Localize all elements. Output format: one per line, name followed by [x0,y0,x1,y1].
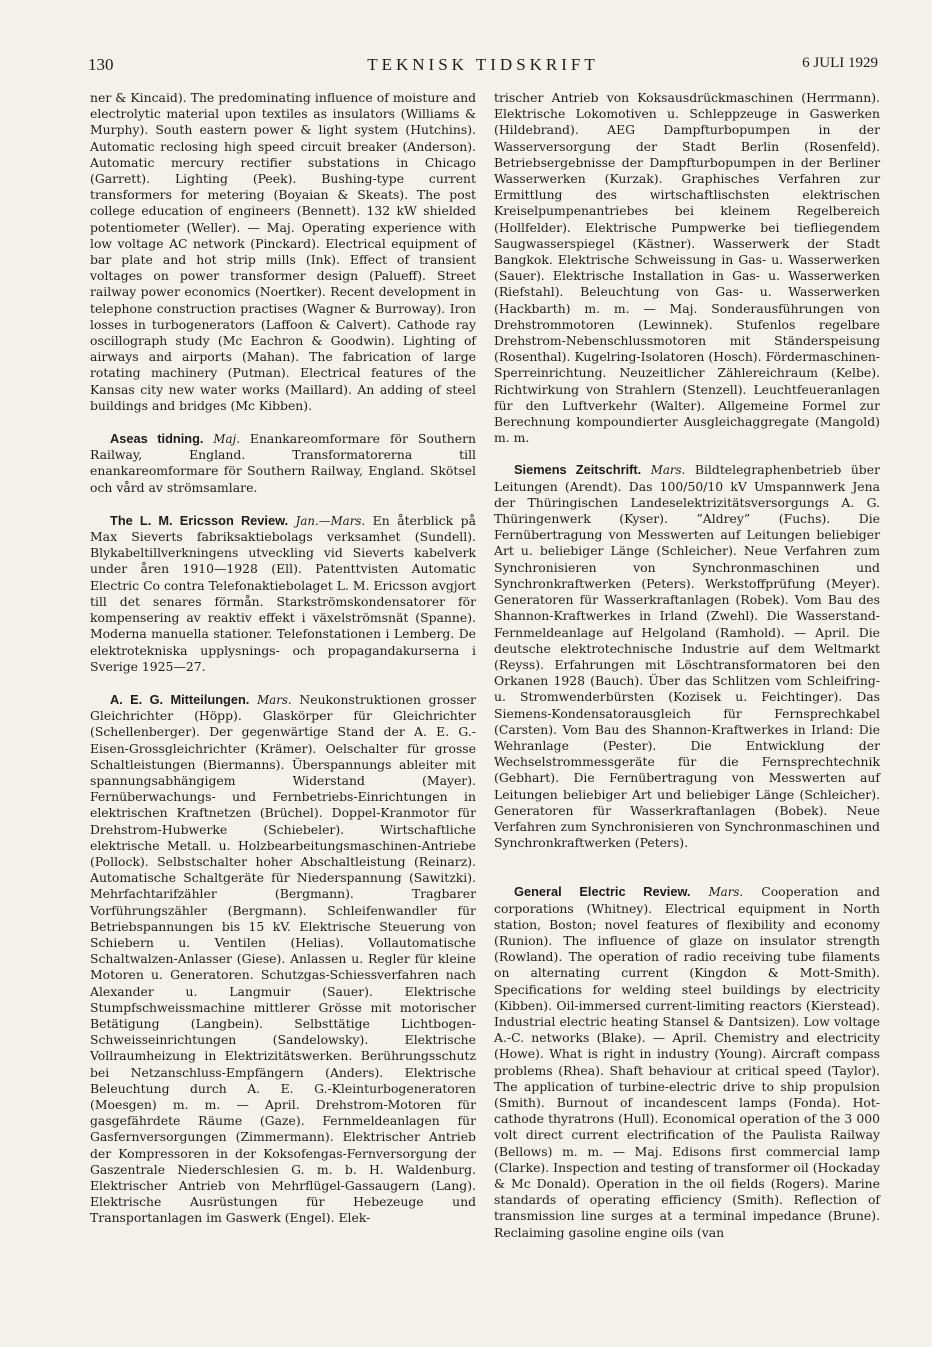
continuation-text: trischer Antrieb von Koksausdrückmaschinen (Herrmann). Elektrische Lokomotiven u. Schleppzeuge in Gaswerken (Hildebrand). AEG Dampfturbopumpen in der Wasserversorgung der Stadt Berlin (Rosenfeld). Betriebsergebnisse der Dampfturbopumpen in der Berliner Wasserwerken (Kurzak). Graphisches Verfahren zur Ermittlung des wirtschaftlischsten elektrischen Kreiselpumpenantriebes bei kleinem Regelbereich (Hollfelder). Elektrische Pumpwerke bei tiefliegendem Saugwasserspiegel (Kästner). Wasserwerk der Stadt Bangkok. Elektrische Schweissung in Gas- u. Wasserwerken (Sauer). Elektrische Installation in Gas- u. Wasserwerken (Riefstahl). Beleuchtung von Gas- u. Wasserwerken (Hackbarth) m. m. — Maj. Sonderausführungen von Drehstrommotoren (Lewinnek). Stufenlos regelbare Drehstrom-Nebenschlussmotoren mit Ständerspeisung (Rosenthal). Kugelring-Isolatoren (Hosch). Fördermaschinen-Sperreinrichtung. Neuzeitlicher Zählereichraum (Kelbe). Richtwirkung von Strahlern (Stenzell). Leuchtfeueranlagen für den Luftverkehr (Walter). Allgemeine Formel zur Berechnung kompoundierter Ausgleichaggregate (Mangold) m. m. [494,90,880,446]
article-month: Maj. [213,432,240,447]
continuation-paragraph [494,90,880,446]
article-text: Neukonstruktionen grosser Gleichrichter (Höpp). Glaskörper für Gleichrichter (Schellenberger). Der gegenwärtige Stand der A. E. G.-Eisen-Grossgleichrichter (Krämer). Oelschalter für grosse Schaltleistungen (Biermanns). Überspannungs ableiter mit spannungsabhängigem Widerstand (Mayer). Fernüberwachungs- und Fernbetriebs-Einrichtungen in elektrischen Kraftnetzen (Brüchel). Doppel-Kranmotor für Drehstrom-Hubwerke (Schiebeler). Wirtschaftliche elektrische Metall. u. Holzbearbeitungsmaschinen-Antriebe (Pollock). Selbstschalter hoher Abschaltleistung (Reinarz). Automatische Schaltgeräte für Niederspannung (Sawitzki). Mehrfachtarifzähler (Bergmann). Tragbarer Vorführungszähler (Bergmann). Schleifenwandler für Betriebspannungen bis 15 kV. Elektrische Steuerung von Schiebern u. Ventilen (Helias). Vollautomatische Schaltwalzen-Anlasser (Giese). Anlassen u. Regler für kleine Motoren u. Generatoren. Schutzgas-Schiessverfahren nach Alexander u. Langmuir (Sauer). Elektrische Stumpfschweissmachine mittlerer Grösse mit motorischer Betätigung (Langbein). Selbsttätige Lichtbogen-Schweisseinrichtungen (Sandelowsky). Elektrische Vollraumheizung in Elektrizitätswerken. Berührungsschutz bei Netzanschluss-Empfängern (Anders). Elektrische Beleuchtung durch A. E. G.-Kleinturbogeneratoren (Moesgen) m. m. — April. Drehstrom-Motoren für gasgefährdete Räume (Gaze). Fernmeldeanlagen für Gasfernversorgungen (Zimmermann). Elektrischer Antrieb der Kompressoren in der Koksofengas-Fernversorgung der Gaszentrale Niederschlesien G. m. b. H. Waldenburg. Elektrischer Antrieb von Mehrflügel-Gassaugern (Lang). Elektrische Ausrüstungen für Hebezeuge und Transportanlagen im Gaswerk (Engel). Elek- [90,691,476,1226]
continuation-paragraph [90,90,476,414]
article-general-electric-review [494,884,880,1240]
article-source: General Electric Review. [514,884,691,900]
article-text: Bildtelegraphenbetrieb über Leitungen (Arendt). Das 100/50/10 kV Umspannwerk Jena der Thüringischen Landeselektrizitätsversorgungs A. G. Thüringenwerk (Kyser). ”Aldrey” (Fuchs). Die Fernübertragung von Messwerten auf Leitungen beliebiger Art u. beliebiger Länge (Schleicher). Neue Verfahren zum Synchronisieren von Synchronmaschinen und Synchronkraftwerken (Peters). Werkstoffprüfung (Meyer). Generatoren für Wasserkraftanlagen (Robek). Vom Bau des Shannon-Kraftwerkes in Irland (Zwehl). Die Wasserstand-Fernmeldeanlage auf Helgoland (Ramhold). — April. Die deutsche elektrotechnische Industrie auf dem Weltmarkt (Reyss). Erfahrungen mit Löschtransformatoren bei den Orkanen 1928 (Bauch). Über das Schlitzen vom Schleifring- u. Stromwenderbürsten (Kozisek u. Feichtinger). Das Siemens-Kondensatorausgleich für Fernsprechkabel (Carsten). Vom Bau des Shannon-Kraftwerkes in Irland: Die Wehranlage (Pester). Die Entwicklung der Wechselstrommessgeräte für die Fernsprechtechnik (Gebhart). Die Fernübertragung von Messwerten auf Leitungen beliebiger Art und beliebiger Länge (Schleicher). Generatoren für Wasserkraftanlagen (Bobek). Neue Verfahren zum Synchronisieren von Synchronmaschinen und Synchronkraftwerken (Peters). [494,462,880,851]
article-body [90,431,476,496]
article-text: Cooperation and corporations (Whitney). Electrical equipment in North station, Boston; novel features of flexibility and economy (Runion). The influence of glaze on insulator strength (Rowland). The operation of radio receiving tube filaments on alternating current (Kingdon & Mott-Smith). Specifications for welding steel buildings by electricity (Kibben). Oil-immersed current-limiting reactors (Kierstead). Industrial electric heating Stansel & Dantsizen). Low voltage A.-C. networks (Blake). — April. Chemistry and electricity (Howe). What is right in industry (Young). Aircraft compass problems (Rhea). Shaft behaviour at critical speed (Taylor). The application of turbine-electric drive to ship propulsion (Smith). Burnout of incandescent lamps (Fonda). Hot-cathode thyratrons (Hull). Economical operation of the 3 000 volt direct current electrification of the Paulista Railway (Bellows) m. m. — Maj. Edisons first commercial lamp (Clarke). Inspection and testing of transformer oil (Hockaday & Mc Donald). Operation in the oil fields (Rogers). Marine standards of operating efficiency (Smith). Reflection of transmission line surges at a terminal impedance (Brune). Reclaiming gasoline engine oils (van [494,884,880,1240]
page-number: 130 [88,55,114,74]
article-source: A. E. G. Mitteilungen. [110,691,250,707]
article-ericsson-review [90,513,476,675]
left-column [90,90,476,1227]
article-month: Mars. [257,692,292,707]
article-aeg-mitteilungen [90,692,476,1227]
right-column [494,90,880,1241]
issue-date: 6 JULI 1929 [802,55,878,71]
continuation-text: ner & Kincaid). The predominating influence of moisture and electrolytic material upon textiles as insulators (Williams & Murphy). South eastern power & light system (Hutchins). Automatic reclosing high speed circuit breaker (Anderson). Automatic mercury rectifier substations in Chicago (Garrett). Lighting (Peek). Bushing-type current transformers for metering (Boyaian & Skeats). The post college education of engineers (Bennett). 132 kW shielded potentiometer (Weller). — Maj. Operating experience with low voltage AC network (Pinckard). Electrical equipment of bar plate and hot strip mills (Ink). Effect of transient voltages on power transformer design (Palueff). Street railway power economics (Noertker). Recent development in telephone construction practises (Wagner & Burroway). Iron losses in turbogenerators (Laffoon & Calvert). Cathode ray oscillograph study (Mc Eachron & Goodwin). Lighting of airways and airports (Mahan). The fabrication of large rotating machinery (Putman). Electrical features of the Kansas city new water works (Maillard). An adding of steel buildings and bridges (Mc Kibben). [90,90,476,413]
article-body [90,692,476,1227]
article-body [90,513,476,675]
article-source: Siemens Zeitschrift. [514,462,642,478]
article-aseas-tidning [90,431,476,496]
article-month: Mars. [708,885,744,900]
article-body [494,462,880,851]
article-text: Enankareomformare för Southern Railway, England. Transformatorerna till enankareomformare för Southern Railway, England. Skötsel och vård av strömsamlare. [90,431,476,495]
article-siemens-zeitschrift [494,462,880,851]
page-header [88,55,878,79]
article-month: Jan.—Mars. [295,513,366,528]
journal-title: TEKNISK TIDSKRIFT [367,55,599,74]
article-text: En återblick på Max Sieverts fabriksaktiebolags verksamhet (Sundell). Blykabeltillverkningens utveckling vid Sieverts kabelverk under åren 1910—1928 (Ell). Patenttvisten Automatic Electric Co contra Telefonaktiebolaget L. M. Ericsson avgjort till det senares förmån. Starkströmskondensatorer för kompensering av reaktiv effekt i växelströmsnät (Spanne). Moderna manuella stationer. Telefonstationen i Lemberg. De elektrotekniska upplysnings- och propagandakurserna i Sverige 1925—27. [90,512,476,674]
article-body [494,884,880,1240]
article-month: Mars. [650,463,686,478]
article-source: The L. M. Ericsson Review. [110,512,289,528]
article-source: Aseas tidning. [110,431,204,447]
